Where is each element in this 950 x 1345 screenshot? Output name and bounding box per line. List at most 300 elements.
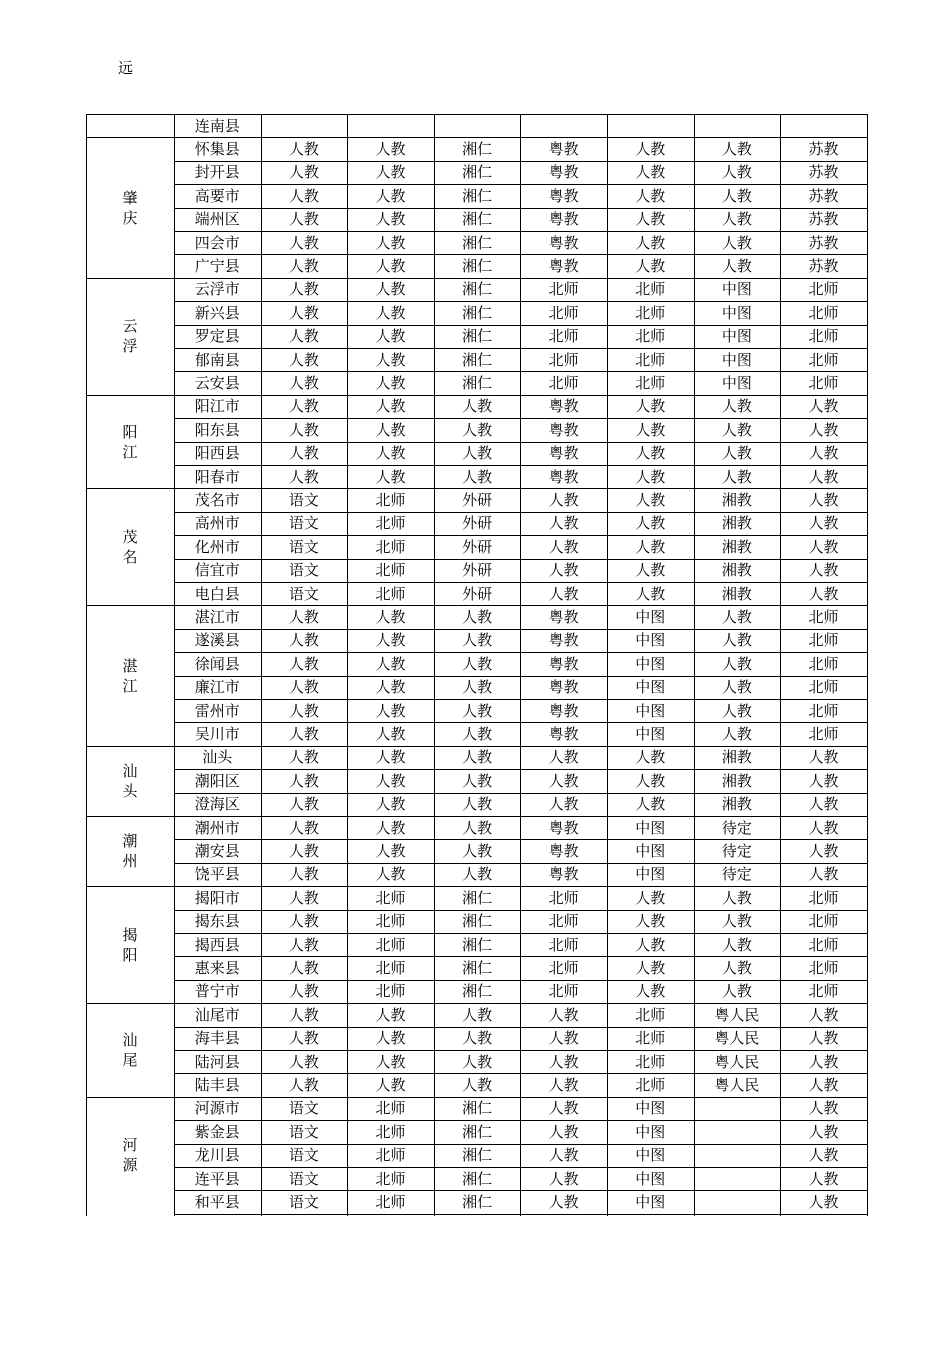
subject-cell: 人教 — [462, 771, 493, 790]
county-cell: 紫金县 — [194, 1122, 240, 1141]
subject-cell — [694, 1167, 781, 1190]
subject-cell: 北师 — [808, 327, 839, 346]
subject-cell: 人教 — [808, 1099, 839, 1118]
subject-cell: 粤教 — [548, 608, 579, 627]
subject-cell: 湘仁 — [462, 186, 493, 205]
subject-cell — [347, 114, 434, 137]
subject-cell: 北师 — [635, 374, 666, 393]
subject-cell: 人教 — [548, 1005, 579, 1024]
subject-cell: 北师 — [808, 303, 839, 322]
subject-cell: 人教 — [375, 397, 406, 416]
subject-cell: 北师 — [808, 608, 839, 627]
city-name-text: 河源 — [122, 1136, 138, 1175]
subject-cell: 粤教 — [548, 818, 579, 837]
subject-cell: 人教 — [548, 561, 579, 580]
subject-cell: 人教 — [635, 912, 666, 931]
subject-cell: 湘仁 — [462, 280, 493, 299]
subject-cell: 北师 — [375, 1169, 406, 1188]
subject-cell: 北师 — [808, 912, 839, 931]
county-cell: 雷州市 — [194, 701, 240, 720]
subject-cell: 人教 — [288, 1052, 319, 1071]
county-cell: 饶平县 — [194, 865, 240, 884]
subject-cell: 中图 — [635, 1122, 666, 1141]
subject-cell: 湘仁 — [462, 912, 493, 931]
subject-cell: 人教 — [375, 795, 406, 814]
subject-cell: 湘仁 — [462, 163, 493, 182]
subject-cell: 粤教 — [548, 467, 579, 486]
subject-cell: 人教 — [721, 982, 752, 1001]
subject-cell: 湘仁 — [462, 982, 493, 1001]
county-cell: 连南县 — [194, 116, 240, 135]
subject-cell: 人教 — [721, 420, 752, 439]
subject-cell: 人教 — [635, 397, 666, 416]
subject-cell: 人教 — [462, 865, 493, 884]
subject-cell: 人教 — [808, 1146, 839, 1165]
subject-cell: 人教 — [635, 186, 666, 205]
subject-cell: 中图 — [635, 654, 666, 673]
subject-cell: 人教 — [548, 584, 579, 603]
county-cell: 茂名市 — [194, 491, 240, 510]
subject-cell: 湘仁 — [462, 257, 493, 276]
subject-cell: 中图 — [635, 1193, 666, 1212]
subject-cell: 人教 — [288, 140, 319, 159]
subject-cell: 湘仁 — [462, 959, 493, 978]
subject-cell: 北师 — [635, 1052, 666, 1071]
subject-cell: 人教 — [288, 935, 319, 954]
subject-cell: 人教 — [808, 491, 839, 510]
city-name-text: 阳江 — [122, 422, 138, 461]
subject-cell — [694, 1097, 781, 1120]
subject-cell: 北师 — [375, 537, 406, 556]
subject-cell: 人教 — [721, 701, 752, 720]
subject-cell: 人教 — [635, 935, 666, 954]
subject-cell: 粤教 — [548, 420, 579, 439]
subject-cell: 湘教 — [721, 584, 752, 603]
subject-cell: 待定 — [721, 818, 752, 837]
subject-cell: 人教 — [288, 842, 319, 861]
county-cell: 揭东县 — [194, 912, 240, 931]
subject-cell: 人教 — [375, 1005, 406, 1024]
county-cell: 阳江市 — [194, 397, 240, 416]
subject-cell: 人教 — [288, 327, 319, 346]
subject-cell: 中图 — [635, 678, 666, 697]
subject-cell: 中图 — [635, 608, 666, 627]
subject-cell: 人教 — [462, 1005, 493, 1024]
subject-cell: 粤教 — [548, 678, 579, 697]
subject-cell: 人教 — [288, 725, 319, 744]
subject-cell: 人教 — [288, 210, 319, 229]
subject-cell: 人教 — [721, 140, 752, 159]
city-name-text: 湛江 — [122, 656, 138, 695]
subject-cell: 人教 — [375, 631, 406, 650]
subject-cell: 苏教 — [808, 210, 839, 229]
textbook-table — [86, 114, 864, 1216]
table-top-rule — [86, 114, 867, 115]
county-cell: 封开县 — [194, 163, 240, 182]
subject-cell: 人教 — [288, 771, 319, 790]
subject-cell: 人教 — [808, 818, 839, 837]
subject-cell: 外研 — [462, 584, 493, 603]
subject-cell: 人教 — [808, 865, 839, 884]
subject-cell: 人教 — [375, 1029, 406, 1048]
subject-cell: 人教 — [375, 748, 406, 767]
subject-cell: 中图 — [635, 842, 666, 861]
subject-cell — [694, 1144, 781, 1167]
county-cell: 潮阳区 — [194, 771, 240, 790]
subject-cell: 人教 — [721, 935, 752, 954]
subject-cell: 北师 — [808, 888, 839, 907]
subject-cell: 北师 — [808, 374, 839, 393]
subject-cell: 粤教 — [548, 233, 579, 252]
county-cell: 云浮市 — [194, 280, 240, 299]
city-name — [86, 137, 174, 277]
subject-cell: 湘教 — [721, 795, 752, 814]
subject-cell: 湘仁 — [462, 1146, 493, 1165]
subject-cell: 人教 — [808, 514, 839, 533]
subject-cell: 人教 — [635, 257, 666, 276]
subject-cell: 湘教 — [721, 748, 752, 767]
subject-cell — [694, 114, 781, 137]
subject-cell: 外研 — [462, 561, 493, 580]
county-cell: 和平县 — [194, 1193, 240, 1212]
city-name-text: 汕尾 — [122, 1030, 138, 1069]
subject-cell: 北师 — [808, 982, 839, 1001]
subject-cell: 人教 — [462, 397, 493, 416]
subject-cell: 湘仁 — [462, 935, 493, 954]
subject-cell: 苏教 — [808, 257, 839, 276]
subject-cell: 湘仁 — [462, 233, 493, 252]
subject-cell: 人教 — [635, 420, 666, 439]
county-cell: 高要市 — [194, 186, 240, 205]
subject-cell: 北师 — [375, 561, 406, 580]
subject-cell: 人教 — [721, 397, 752, 416]
subject-cell: 北师 — [375, 491, 406, 510]
subject-cell: 人教 — [375, 280, 406, 299]
subject-cell: 北师 — [635, 327, 666, 346]
subject-cell: 人教 — [548, 1052, 579, 1071]
subject-cell: 人教 — [375, 210, 406, 229]
subject-cell: 人教 — [635, 561, 666, 580]
subject-cell: 北师 — [808, 725, 839, 744]
subject-cell: 粤教 — [548, 163, 579, 182]
city-name-continued: 远 — [118, 59, 134, 77]
subject-cell: 人教 — [548, 491, 579, 510]
subject-cell: 人教 — [635, 444, 666, 463]
subject-cell: 苏教 — [808, 163, 839, 182]
subject-cell: 北师 — [375, 888, 406, 907]
subject-cell: 北师 — [808, 959, 839, 978]
subject-cell: 人教 — [375, 654, 406, 673]
subject-cell: 语文 — [288, 537, 319, 556]
subject-cell: 人教 — [462, 1029, 493, 1048]
subject-cell: 人教 — [375, 444, 406, 463]
subject-cell: 北师 — [548, 959, 579, 978]
subject-cell: 人教 — [462, 795, 493, 814]
subject-cell: 粤教 — [548, 210, 579, 229]
subject-cell: 语文 — [288, 1193, 319, 1212]
subject-cell: 北师 — [808, 654, 839, 673]
subject-cell: 人教 — [375, 233, 406, 252]
subject-cell: 人教 — [635, 233, 666, 252]
county-cell: 新兴县 — [194, 303, 240, 322]
subject-cell: 人教 — [462, 1076, 493, 1095]
subject-cell: 人教 — [288, 982, 319, 1001]
subject-cell: 人教 — [288, 959, 319, 978]
subject-cell: 湘仁 — [462, 1193, 493, 1212]
county-cell: 普宁市 — [194, 982, 240, 1001]
subject-cell: 北师 — [808, 678, 839, 697]
subject-cell — [261, 114, 348, 137]
city-name — [86, 278, 174, 395]
subject-cell: 人教 — [635, 210, 666, 229]
subject-cell: 人教 — [808, 420, 839, 439]
subject-cell: 人教 — [375, 608, 406, 627]
subject-cell: 人教 — [808, 1193, 839, 1212]
subject-cell: 粤教 — [548, 444, 579, 463]
subject-cell: 人教 — [808, 771, 839, 790]
subject-cell: 人教 — [462, 444, 493, 463]
subject-cell: 人教 — [721, 912, 752, 931]
column-rule — [347, 114, 348, 1216]
subject-cell: 人教 — [548, 1122, 579, 1141]
subject-cell: 语文 — [288, 561, 319, 580]
subject-cell: 湘仁 — [462, 374, 493, 393]
subject-cell: 中图 — [635, 1146, 666, 1165]
county-cell: 汕尾市 — [194, 1005, 240, 1024]
subject-cell: 人教 — [288, 233, 319, 252]
county-cell: 化州市 — [194, 537, 240, 556]
subject-cell: 粤人民 — [714, 1005, 760, 1024]
subject-cell: 北师 — [375, 1099, 406, 1118]
subject-cell: 人教 — [635, 514, 666, 533]
subject-cell: 苏教 — [808, 140, 839, 159]
city-name-text: 潮州 — [122, 832, 138, 871]
city-name-text: 云浮 — [122, 317, 138, 356]
subject-cell: 中图 — [721, 327, 752, 346]
county-cell: 吴川市 — [194, 725, 240, 744]
subject-cell: 人教 — [635, 959, 666, 978]
county-cell: 陆丰县 — [194, 1076, 240, 1095]
subject-cell — [607, 114, 694, 137]
subject-cell: 人教 — [635, 467, 666, 486]
subject-cell: 人教 — [288, 818, 319, 837]
subject-cell: 中图 — [635, 1169, 666, 1188]
subject-cell: 人教 — [375, 327, 406, 346]
subject-cell: 人教 — [548, 537, 579, 556]
subject-cell: 人教 — [548, 1169, 579, 1188]
subject-cell: 北师 — [375, 959, 406, 978]
subject-cell: 北师 — [635, 303, 666, 322]
city-name-text: 肇庆 — [122, 188, 138, 227]
county-cell: 阳西县 — [194, 444, 240, 463]
subject-cell — [694, 1120, 781, 1143]
subject-cell: 人教 — [808, 1029, 839, 1048]
subject-cell: 粤教 — [548, 725, 579, 744]
subject-cell: 人教 — [375, 771, 406, 790]
subject-cell: 语文 — [288, 584, 319, 603]
county-cell: 龙川县 — [194, 1146, 240, 1165]
subject-cell: 湘教 — [721, 491, 752, 510]
subject-cell: 中图 — [635, 725, 666, 744]
subject-cell: 待定 — [721, 842, 752, 861]
subject-cell: 人教 — [462, 678, 493, 697]
subject-cell: 中图 — [721, 303, 752, 322]
subject-cell: 人教 — [721, 631, 752, 650]
subject-cell: 人教 — [721, 163, 752, 182]
subject-cell: 人教 — [288, 912, 319, 931]
table-bottom-rule — [174, 1214, 867, 1215]
county-cell: 海丰县 — [194, 1029, 240, 1048]
subject-cell: 人教 — [375, 818, 406, 837]
county-cell: 廉江市 — [194, 678, 240, 697]
county-cell: 惠来县 — [194, 959, 240, 978]
column-rule — [607, 114, 608, 1216]
county-cell: 汕头 — [202, 748, 233, 767]
subject-cell: 粤人民 — [714, 1076, 760, 1095]
subject-cell: 人教 — [808, 1005, 839, 1024]
subject-cell: 人教 — [808, 1052, 839, 1071]
subject-cell: 人教 — [288, 420, 319, 439]
subject-cell — [434, 114, 521, 137]
subject-cell: 语文 — [288, 1122, 319, 1141]
subject-cell: 人教 — [288, 654, 319, 673]
subject-cell: 人教 — [375, 865, 406, 884]
county-cell: 遂溪县 — [194, 631, 240, 650]
city-name-text: 汕头 — [122, 761, 138, 800]
subject-cell: 人教 — [548, 1146, 579, 1165]
city-name — [86, 886, 174, 1003]
subject-cell: 人教 — [288, 467, 319, 486]
subject-cell: 人教 — [288, 1076, 319, 1095]
subject-cell: 人教 — [375, 303, 406, 322]
subject-cell — [520, 114, 607, 137]
subject-cell: 人教 — [721, 257, 752, 276]
subject-cell: 人教 — [548, 748, 579, 767]
subject-cell: 人教 — [288, 795, 319, 814]
subject-cell: 中图 — [635, 865, 666, 884]
subject-cell: 人教 — [462, 608, 493, 627]
county-cell: 端州区 — [194, 210, 240, 229]
subject-cell: 湘仁 — [462, 303, 493, 322]
subject-cell: 中图 — [721, 350, 752, 369]
subject-cell: 人教 — [808, 444, 839, 463]
subject-cell: 人教 — [635, 163, 666, 182]
subject-cell: 湘仁 — [462, 350, 493, 369]
subject-cell: 人教 — [635, 795, 666, 814]
county-cell: 罗定县 — [194, 327, 240, 346]
city-name — [86, 488, 174, 605]
subject-cell: 人教 — [462, 1052, 493, 1071]
subject-cell: 湘仁 — [462, 888, 493, 907]
subject-cell: 人教 — [288, 608, 319, 627]
subject-cell: 人教 — [721, 210, 752, 229]
subject-cell: 人教 — [808, 842, 839, 861]
subject-cell: 湘仁 — [462, 210, 493, 229]
subject-cell: 湘教 — [721, 537, 752, 556]
subject-cell: 人教 — [375, 140, 406, 159]
city-name-text: 揭阳 — [122, 925, 138, 964]
subject-cell: 待定 — [721, 865, 752, 884]
subject-cell: 粤教 — [548, 397, 579, 416]
subject-cell: 人教 — [288, 163, 319, 182]
column-rule — [694, 114, 695, 1216]
subject-cell: 人教 — [808, 1122, 839, 1141]
subject-cell: 人教 — [721, 186, 752, 205]
county-cell: 潮州市 — [194, 818, 240, 837]
subject-cell: 湘仁 — [462, 1099, 493, 1118]
subject-cell: 人教 — [288, 186, 319, 205]
subject-cell: 人教 — [375, 1052, 406, 1071]
subject-cell: 人教 — [462, 467, 493, 486]
subject-cell: 中图 — [635, 631, 666, 650]
subject-cell: 人教 — [635, 888, 666, 907]
subject-cell: 人教 — [808, 748, 839, 767]
subject-cell: 人教 — [808, 467, 839, 486]
subject-cell: 粤教 — [548, 631, 579, 650]
subject-cell: 北师 — [375, 1193, 406, 1212]
subject-cell: 人教 — [808, 1076, 839, 1095]
subject-cell: 北师 — [548, 374, 579, 393]
subject-cell: 人教 — [375, 350, 406, 369]
county-cell: 河源市 — [194, 1099, 240, 1118]
subject-cell: 粤教 — [548, 140, 579, 159]
subject-cell: 人教 — [375, 374, 406, 393]
subject-cell: 人教 — [288, 701, 319, 720]
subject-cell: 北师 — [375, 912, 406, 931]
subject-cell: 人教 — [548, 1193, 579, 1212]
city-name — [86, 1097, 174, 1214]
subject-cell: 语文 — [288, 514, 319, 533]
subject-cell: 北师 — [375, 1146, 406, 1165]
column-rule — [780, 114, 781, 1216]
column-rule — [261, 114, 262, 1216]
subject-cell: 人教 — [288, 888, 319, 907]
subject-cell: 粤教 — [548, 865, 579, 884]
subject-cell: 人教 — [635, 982, 666, 1001]
county-cell: 徐闻县 — [194, 654, 240, 673]
column-rule — [520, 114, 521, 1216]
subject-cell: 粤教 — [548, 701, 579, 720]
subject-cell: 湘仁 — [462, 327, 493, 346]
county-cell: 潮安县 — [194, 842, 240, 861]
subject-cell: 人教 — [375, 678, 406, 697]
subject-cell: 北师 — [375, 935, 406, 954]
subject-cell: 北师 — [548, 350, 579, 369]
subject-cell: 北师 — [375, 1122, 406, 1141]
county-cell: 郁南县 — [194, 350, 240, 369]
subject-cell: 外研 — [462, 514, 493, 533]
subject-cell: 人教 — [375, 467, 406, 486]
county-cell: 广宁县 — [194, 257, 240, 276]
subject-cell: 人教 — [548, 1076, 579, 1095]
subject-cell: 粤教 — [548, 842, 579, 861]
subject-cell: 语文 — [288, 1146, 319, 1165]
subject-cell: 北师 — [635, 1076, 666, 1095]
subject-cell: 人教 — [288, 1005, 319, 1024]
subject-cell: 人教 — [635, 771, 666, 790]
subject-cell: 北师 — [808, 935, 839, 954]
city-name — [86, 1003, 174, 1097]
subject-cell: 粤人民 — [714, 1029, 760, 1048]
subject-cell: 人教 — [462, 631, 493, 650]
subject-cell: 北师 — [808, 701, 839, 720]
subject-cell: 北师 — [548, 303, 579, 322]
subject-cell: 北师 — [808, 631, 839, 650]
subject-cell: 人教 — [548, 1099, 579, 1118]
subject-cell: 人教 — [288, 303, 319, 322]
subject-cell: 粤人民 — [714, 1052, 760, 1071]
county-cell: 云安县 — [194, 374, 240, 393]
